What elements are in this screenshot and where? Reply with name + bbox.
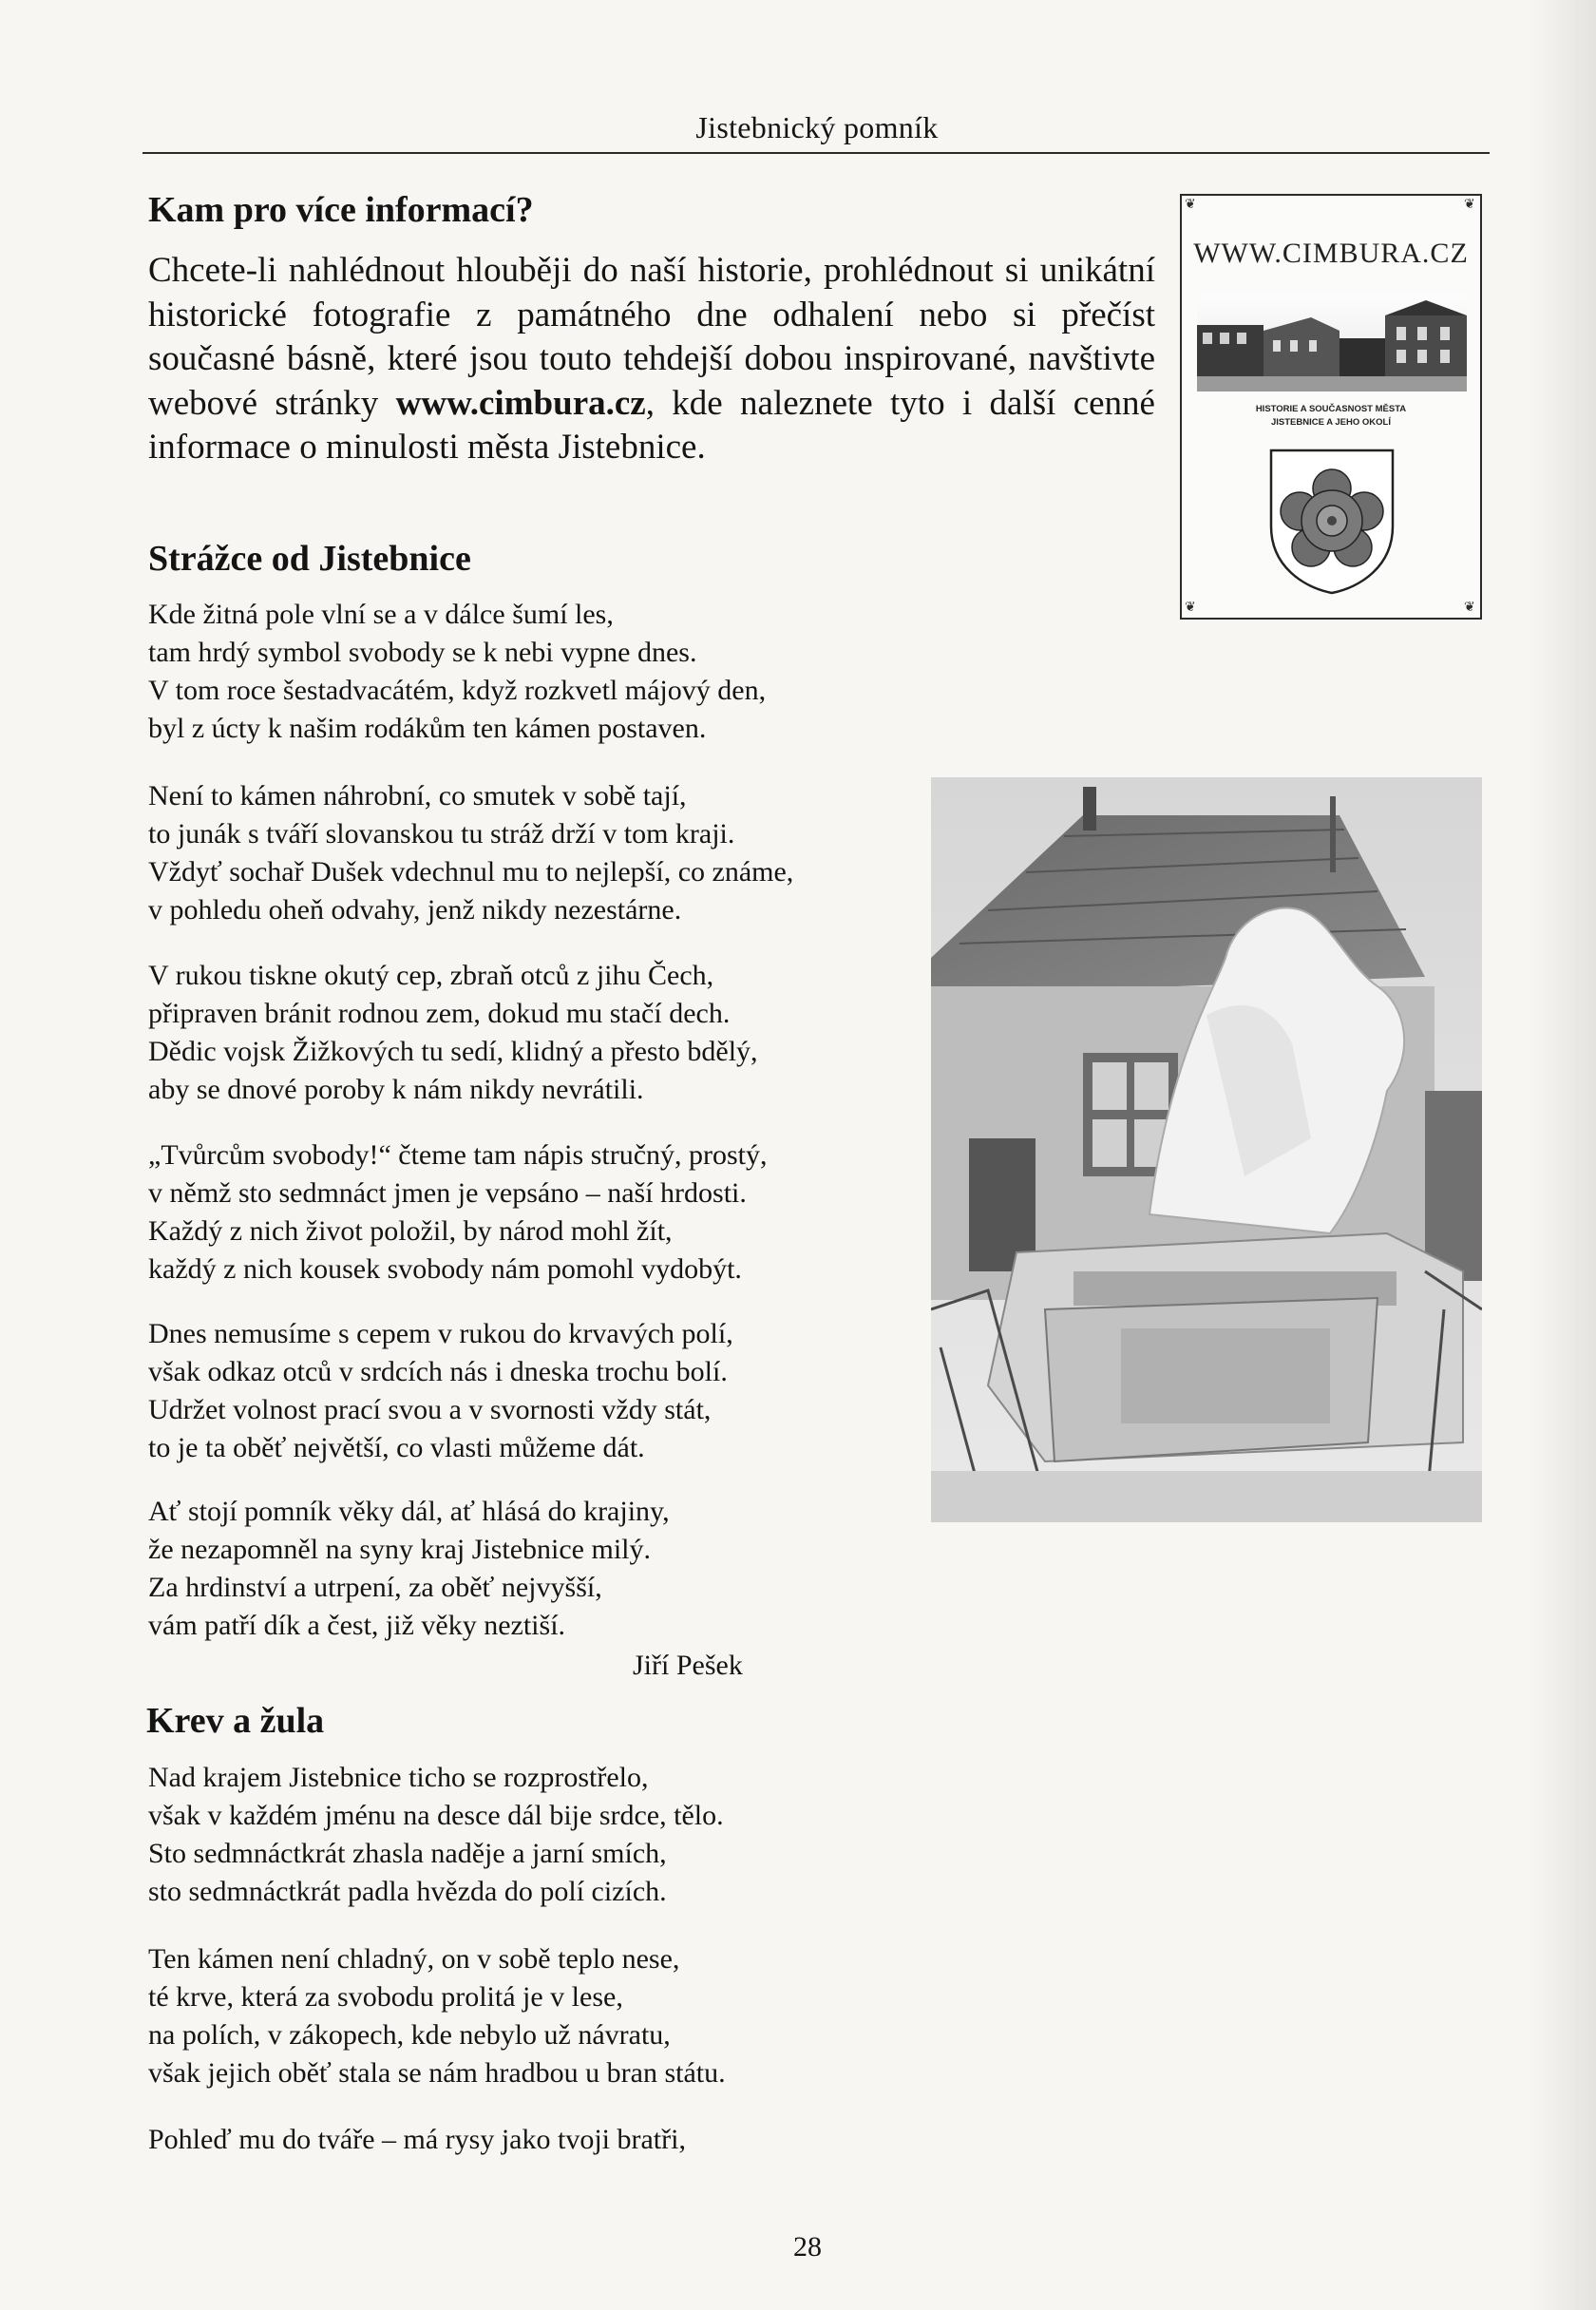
poem-line: Kde žitná pole vlní se a v dálce šumí les, <box>148 599 614 630</box>
poem-line: v pohledu oheň odvahy, jenž nikdy nezestárne. <box>148 894 682 926</box>
poem-line: to junák s tváří slovanskou tu stráž drží v tom kraji. <box>148 818 735 850</box>
intro-text-after: , kde naleznete tyto i další cenné informace o minulosti města Jistebnice. <box>148 383 1155 467</box>
poem-line: tam hrdý symbol svobody se k nebi vypne dnes. <box>148 637 697 668</box>
corner-ornament-icon: ❦ <box>1464 601 1475 615</box>
running-header: Jistebnický pomník <box>695 110 939 144</box>
intro-paragraph <box>148 249 1155 470</box>
poem-line: Ať stojí pomník věky dál, ať hlásá do krajiny, <box>148 1496 670 1527</box>
poem-line: Pohleď mu do tváře – má rysy jako tvoji bratři, <box>148 2124 686 2155</box>
poem-strazce-stanza-1 <box>148 596 766 748</box>
poem-line: však v každém jménu na desce dál bije srdce, tělo. <box>148 1800 724 1831</box>
poem-strazce-stanza-6 <box>148 1493 670 1645</box>
poem-line: Za hrdinství a utrpení, za oběť nejvyšší, <box>148 1572 602 1603</box>
poem-krev-stanza-3 <box>148 2121 686 2159</box>
monument-photo <box>931 777 1482 1522</box>
poem-line: že nezapomněl na syny kraj Jistebnice milý. <box>148 1534 651 1565</box>
corner-ornament-icon: ❦ <box>1464 198 1475 212</box>
poem-line: každý z nich kousek svobody nám pomohl vydobýt. <box>148 1253 742 1285</box>
poem-line: Nad krajem Jistebnice ticho se rozprostřelo, <box>148 1762 649 1793</box>
poem-krev-stanza-2 <box>148 1940 726 2092</box>
corner-ornament-icon: ❦ <box>1185 198 1196 212</box>
poem-line: to je ta oběť největší, co vlasti můžeme dát. <box>148 1432 645 1463</box>
poem-line: Udržet volnost prací svou a v svornosti vždy stát, <box>148 1394 712 1425</box>
poem-line: vám patří dík a čest, již věky neztiší. <box>148 1610 566 1641</box>
poem-line: té krve, která za svobodu prolitá je v lese, <box>148 1981 623 2013</box>
poem-strazce-stanza-2 <box>148 777 793 929</box>
section-heading-kam: Kam pro více informací? <box>148 190 534 230</box>
website-link: www.cimbura.cz <box>395 383 646 423</box>
header-rule <box>142 152 1490 154</box>
poem-krev-stanza-1 <box>148 1759 724 1911</box>
poem-line: Není to kámen náhrobní, co smutek v sobě tají, <box>148 780 687 811</box>
poem-line: byl z úcty k našim rodákům ten kámen postaven. <box>148 713 707 744</box>
cimbura-promo-box <box>1180 194 1482 620</box>
poem-author: Jiří Pešek <box>633 1650 743 1681</box>
poem-line: na polích, v zákopech, kde nebylo už návratu, <box>148 2019 671 2051</box>
section-heading-strazce: Strážce od Jistebnice <box>148 539 471 579</box>
poem-strazce-stanza-5 <box>148 1315 733 1467</box>
poem-line: V tom roce šestadvacátém, když rozkvetl májový den, <box>148 675 767 706</box>
town-square-photo <box>1197 295 1467 391</box>
poem-line: Dědic vojsk Žižkových tu sedí, klidný a přesto bdělý, <box>148 1036 758 1067</box>
poem-line: Sto sedmnáctkrát zhasla naděje a jarní smích, <box>148 1838 667 1869</box>
cimbura-tagline-line-2: JISTEBNICE A JEHO OKOLÍ <box>1271 417 1391 428</box>
intro-text-before: Chcete-li nahlédnout hlouběji do naší historie, prohlédnout si unikátní historické fotografie z památného dne odhalení nebo si přečíst současné básně, které jsou touto tehdejší dobou inspirované, navštivte webové stránky <box>148 251 1155 423</box>
corner-ornament-icon: ❦ <box>1185 601 1196 615</box>
poem-line: Dnes nemusíme s cepem v rukou do krvavých polí, <box>148 1318 733 1349</box>
poem-line: však jejich oběť stala se nám hradbou u bran státu. <box>148 2057 726 2089</box>
poem-line: však odkaz otců v srdcích nás i dneska trochu bolí. <box>148 1356 728 1387</box>
poem-line: sto sedmnáctkrát padla hvězda do polí cizích. <box>148 1876 667 1907</box>
poem-line: Vždyť sochař Dušek vdechnul mu to nejlepší, co známe, <box>148 856 794 888</box>
poem-line: „Tvůrcům svobody!“ čteme tam nápis stručný, prostý, <box>148 1139 768 1171</box>
poem-line: Ten kámen není chladný, on v sobě teplo nese, <box>148 1943 680 1975</box>
town-crest-icon <box>1265 445 1398 597</box>
poem-strazce-stanza-4 <box>148 1136 768 1289</box>
poem-line: připraven bránit rodnou zem, dokud mu stačí dech. <box>148 998 731 1029</box>
poem-strazce-stanza-3 <box>148 957 758 1109</box>
cimbura-url: WWW.CIMBURA.CZ <box>1193 238 1469 269</box>
poem-line: aby se dnové poroby k nám nikdy nevrátili. <box>148 1074 644 1105</box>
cimbura-tagline <box>1182 403 1480 430</box>
poem-line: V rukou tiskne okutý cep, zbraň otců z jihu Čech, <box>148 960 714 991</box>
poem-line: Každý z nich život položil, by národ mohl žít, <box>148 1215 673 1247</box>
cimbura-tagline-line-1: HISTORIE A SOUČASNOST MĚSTA <box>1255 404 1407 414</box>
section-heading-krev: Krev a žula <box>146 1701 325 1741</box>
poem-line: v němž sto sedmnáct jmen je vepsáno – naší hrdosti. <box>148 1177 747 1209</box>
page-edge-shadow <box>1530 0 1596 2310</box>
page-number: 28 <box>793 2231 822 2262</box>
